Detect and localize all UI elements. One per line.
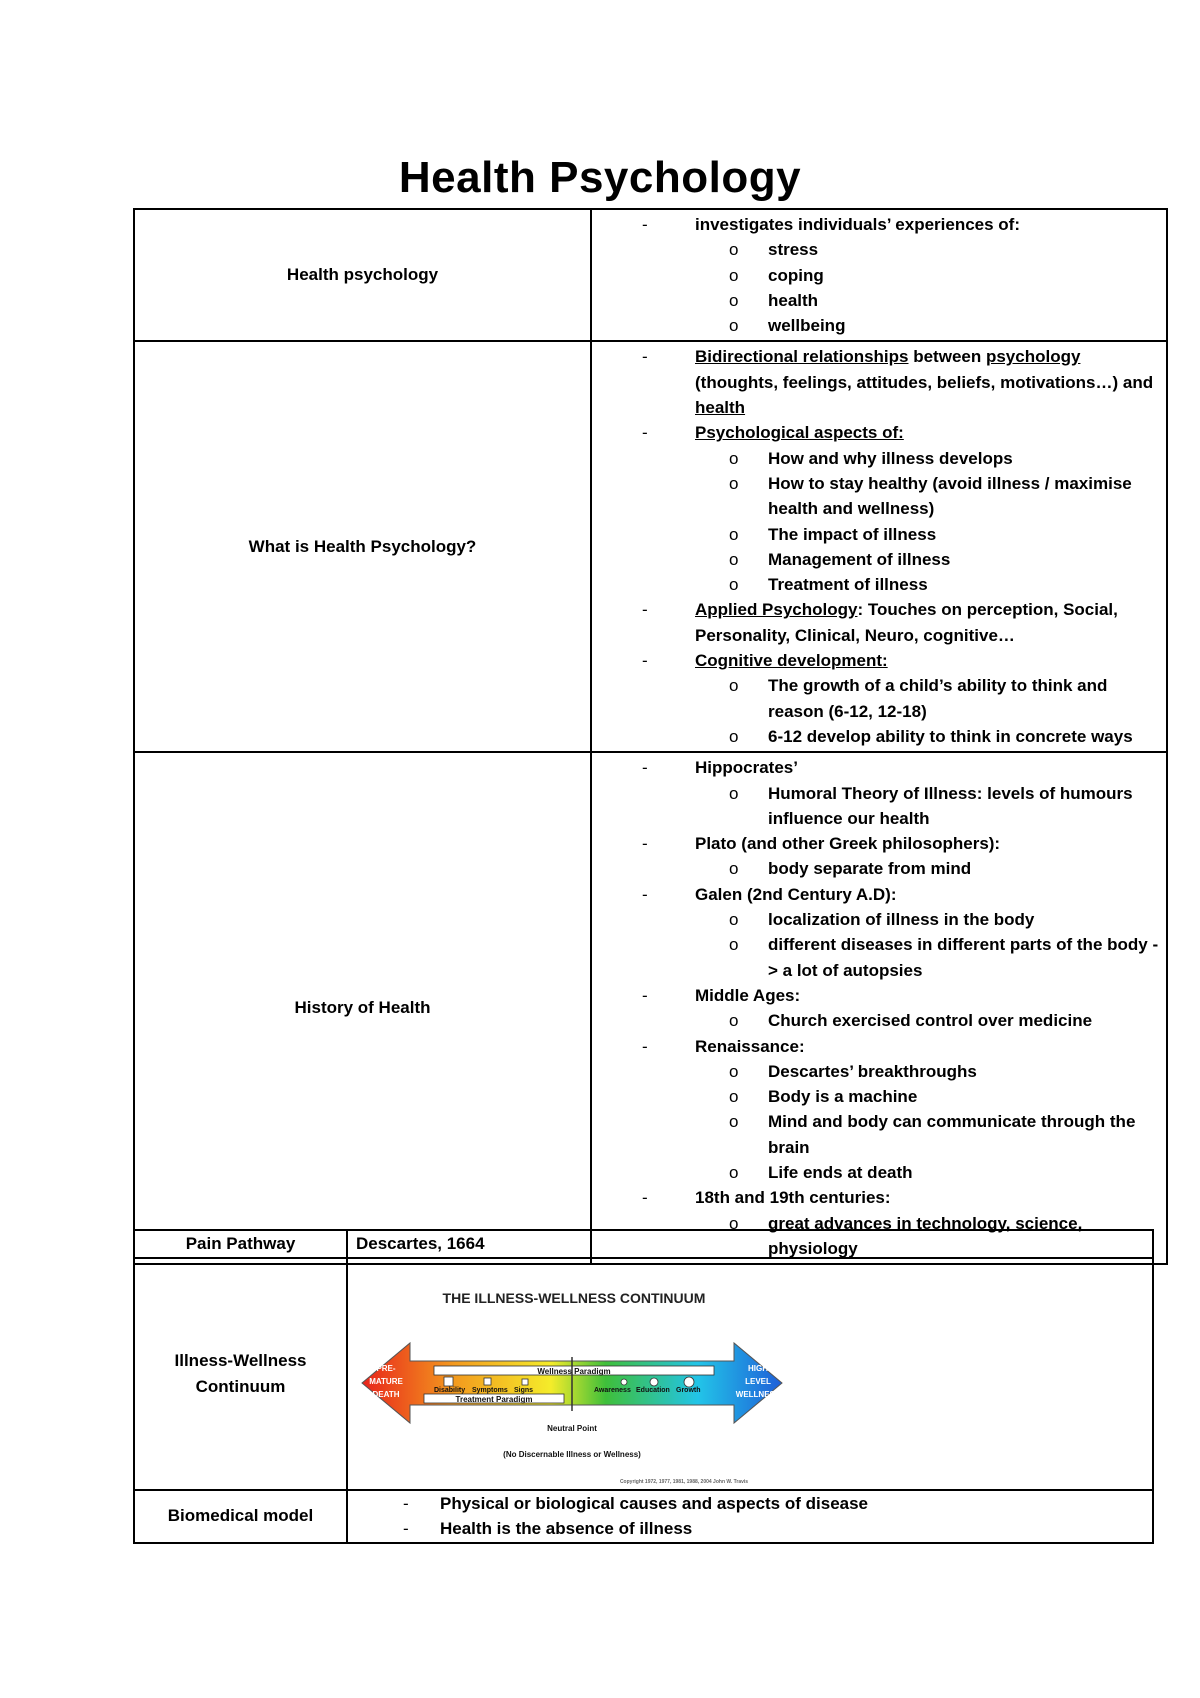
sub-item: o health [695,288,1160,313]
wellness-paradigm-label: Wellness Paradigm [537,1367,611,1376]
right-end-line-1: HIGH [748,1364,768,1373]
page-title: Health Psychology [398,153,802,202]
bullet-list [592,755,1160,1261]
sub-item: o Management of illness [695,547,1160,572]
list-item: - Galen (2nd Century A.D): o localization of illness in the body o different diseases in different parts of the body -> a lot of autopsies [592,882,1160,983]
sub-item: o Descartes’ breakthroughs [695,1059,1160,1084]
sub-item: o Church exercised control over medicine [695,1008,1160,1033]
list-item: - 18th and 19th centuries: o great advances in technology, science, physiology [592,1185,1160,1261]
sub-item: o stress [695,237,1160,262]
treatment-paradigm-label: Treatment Paradigm [455,1395,533,1404]
row-content [591,341,1167,752]
continuum-diagram-cell [347,1258,1153,1490]
list-item: - Hippocrates’ o Humoral Theory of Illness: levels of humours influence our health [592,755,1160,831]
sub-item: o wellbeing [695,313,1160,338]
list-item: - Middle Ages: o Church exercised control over medicine [592,983,1160,1034]
stage-education: Education [636,1387,670,1394]
diagram-copyright: Copyright 1972, 1977, 1981, 1988, 2004 John W. Travis [619,1479,749,1485]
sub-list [695,1059,1160,1185]
sub-item: o Treatment of illness [695,572,1160,597]
sub-item: o Life ends at death [695,1160,1160,1185]
biomedical-label: Biomedical model [134,1490,347,1543]
sub-item: o The growth of a child’s ability to think and reason (6-12, 12-18) [695,673,1160,724]
sub-list [695,1008,1160,1033]
right-end-line-3: WELLNESS [735,1390,781,1399]
sub-item: o The impact of illness [695,522,1160,547]
row-content [591,752,1167,1264]
sub-item: o coping [695,263,1160,288]
sub-item: o Mind and body can communicate through the brain [695,1109,1160,1160]
sub-list [695,907,1160,983]
stage-symptoms: Symptoms [472,1387,508,1394]
sub-item: o great advances in technology, science, physiology [695,1211,1160,1262]
sub-item: o How and why illness develops [695,446,1160,471]
signs-marker [522,1379,528,1385]
stage-disability: Disability [434,1387,466,1394]
neutral-point-label: Neutral Point [547,1424,597,1433]
sub-item: o Body is a machine [695,1084,1160,1109]
list-item: - Applied Psychology: Touches on perception, Social, Personality, Clinical, Neuro, cognitive… [592,597,1160,648]
left-end-line-1: PRE- [376,1364,396,1373]
neutral-note: (No Discernable Illness or Wellness) [503,1450,641,1459]
continuum-svg [354,1261,794,1489]
sub-item: o 6-12 develop ability to think in concrete ways [695,724,1160,749]
models-table [133,1229,1154,1544]
pain-pathway-label: Pain Pathway [134,1230,347,1258]
continuum-label: Illness-Wellness Continuum [134,1258,347,1490]
awareness-marker [621,1379,627,1385]
list-item: - Physical or biological causes and aspects of disease [356,1491,1152,1516]
sub-list [695,237,1160,338]
sub-list [695,673,1160,749]
sub-item: o localization of illness in the body [695,907,1160,932]
symptoms-marker [484,1378,491,1385]
growth-marker [684,1377,694,1387]
list-item: - Health is the absence of illness [356,1516,1152,1541]
sub-item: o Humoral Theory of Illness: levels of humours influence our health [695,781,1160,832]
stage-awareness: Awareness [594,1387,631,1394]
bullet-list [356,1491,1152,1542]
illness-wellness-diagram [354,1261,794,1489]
list-item: - Cognitive development: o The growth of a child’s ability to think and reason (6-12, 12-18) o 6-12 develop ability to think in concrete ways [592,648,1160,749]
health-psychology-table [133,208,1168,1265]
biomedical-content [347,1490,1153,1543]
row-label: Health psychology [134,209,591,341]
sub-list [695,856,1160,881]
list-item: - Bidirectional relationships between psychology (thoughts, feelings, attitudes, beliefs, motivations…) and health [592,344,1160,420]
list-item: - investigates individuals’ experiences of: o stress o coping o health o wellbeing [592,212,1160,338]
stage-growth: Growth [676,1387,701,1394]
education-marker [650,1378,658,1386]
bullet-list [592,212,1160,338]
sub-item: o body separate from mind [695,856,1160,881]
sub-list [695,781,1160,832]
sub-list [695,446,1160,598]
row-content [591,209,1167,341]
disability-marker [444,1377,453,1386]
sub-item: o different diseases in different parts of the body -> a lot of autopsies [695,932,1160,983]
right-end-line-2: LEVEL [745,1377,771,1386]
list-item: - Plato (and other Greek philosophers): o body separate from mind [592,831,1160,882]
row-label: What is Health Psychology? [134,341,591,752]
pain-pathway-value: Descartes, 1664 [347,1230,1153,1258]
bullet-list [592,344,1160,749]
stage-signs: Signs [514,1387,534,1394]
list-item: - Psychological aspects of: o How and why illness develops o How to stay healthy (avoid illness / maximise health and wellness) o The impact of illness o Management of illness o Treatment of illness [592,420,1160,597]
sub-item: o How to stay healthy (avoid illness / maximise health and wellness) [695,471,1160,522]
list-item: - Renaissance: o Descartes’ breakthroughs o Body is a machine o Mind and body can communicate through the brain o Life ends at death [592,1034,1160,1186]
left-end-line-3: DEATH [372,1390,400,1399]
row-label: History of Health [134,752,591,1264]
left-end-line-2: MATURE [369,1377,403,1386]
diagram-title: THE ILLNESS-WELLNESS CONTINUUM [442,1290,706,1306]
